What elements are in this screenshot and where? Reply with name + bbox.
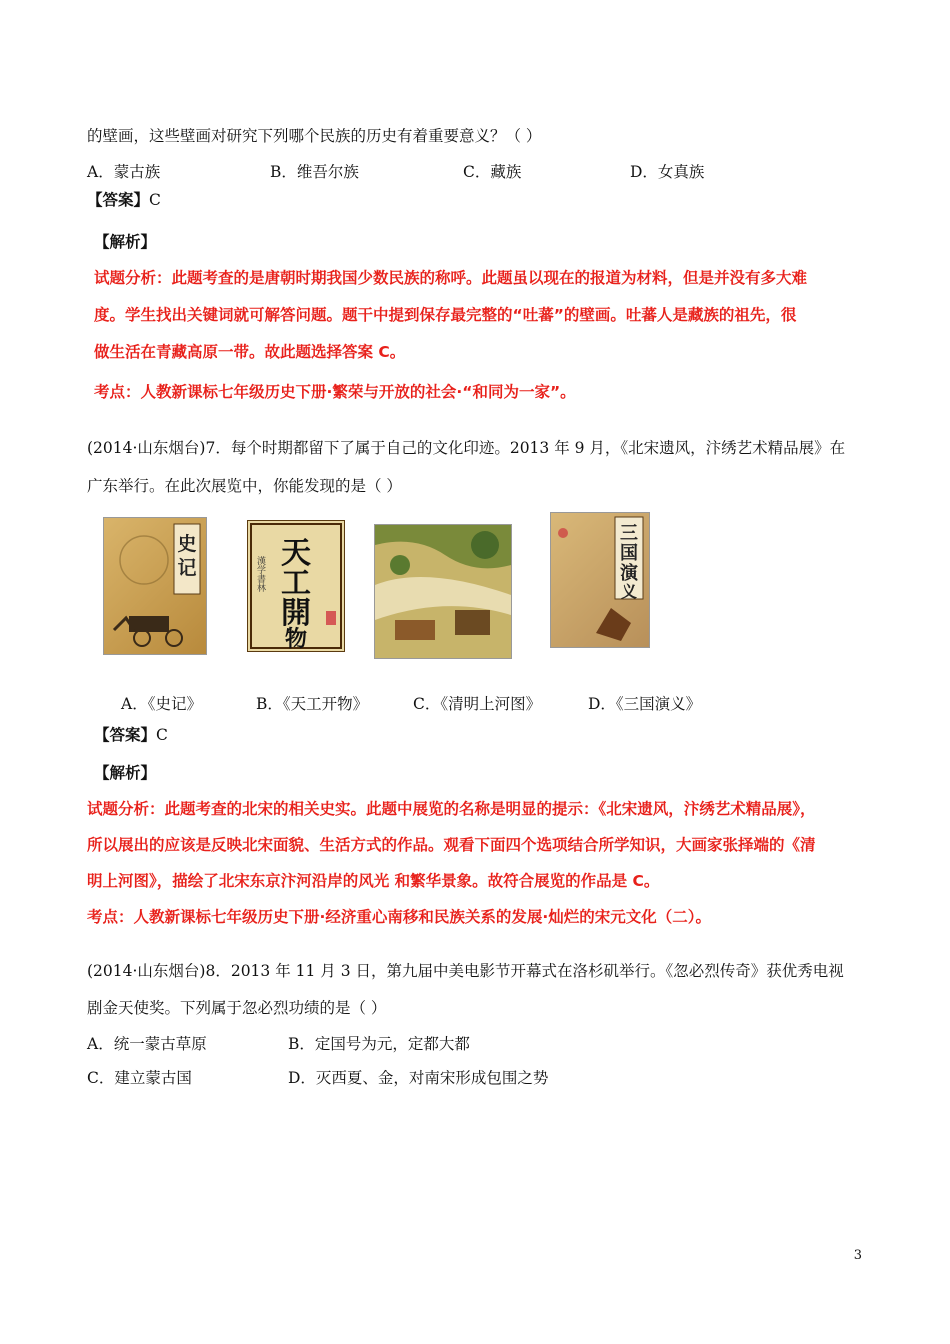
q7-option-b: B．《天工开物》 — [256, 695, 369, 713]
book-title-char: 物 — [284, 626, 308, 651]
q6-option-d: D．女真族 — [630, 163, 705, 181]
q6-option-c: C．藏族 — [463, 163, 522, 181]
q7-option-c: C．《清明上河图》 — [413, 695, 542, 713]
q8-option-a: A．统一蒙古草原 — [87, 1035, 207, 1053]
q6-option-a: A．蒙古族 — [87, 163, 161, 181]
q6-analysis-label: 【解析】 — [94, 233, 157, 251]
book-cover-tiangong-icon — [248, 521, 344, 651]
book-cover-shiji-icon — [104, 518, 206, 654]
q6-analysis-line-2: 度。学生找出关键词就可解答问题。题干中提到保存最完整的“吐蕃”的壁画。吐蕃人是藏族的祖先，很 — [94, 306, 797, 324]
tiangong-book-cover-image — [247, 520, 345, 652]
q6-option-b: B．维吾尔族 — [270, 163, 359, 181]
q8-option-b: B．定国号为元，定都大都 — [288, 1035, 470, 1053]
q8-stem-line-1: (2014·山东烟台)8．2013 年 11 月 3 日，第九届中美电影节开幕式在洛杉矶举行。《忽必烈传奇》获优秀电视 — [87, 962, 844, 980]
q7-option-a: A．《史记》 — [121, 695, 202, 713]
q7-stem-line-1: (2014·山东烟台)7．每个时期都留下了属于自己的文化印迹。2013 年 9 月，《北宋遗风，汴绣艺术精品展》在 — [87, 439, 846, 457]
q7-kaodian: 考点：人教新课标七年级历史下册·经济重心南移和民族关系的发展·灿烂的宋元文化（二）。 — [87, 908, 712, 926]
q7-option-d: D．《三国演义》 — [588, 695, 702, 713]
q8-option-c: C．建立蒙古国 — [87, 1069, 192, 1087]
q8-option-d: D．灭西夏、金，对南宋形成包围之势 — [288, 1069, 549, 1087]
q6-kaodian: 考点：人教新课标七年级历史下册·繁荣与开放的社会·“和同为一家”。 — [94, 383, 576, 401]
q7-answer — [94, 725, 168, 745]
q7-analysis-line-1: 试题分析：此题考查的北宋的相关史实。此题中展览的名称是明显的提示：《北宋遗风，汴绣艺术精品展》， — [87, 800, 816, 818]
answer-value: C — [149, 191, 161, 209]
book-title-char: 演 — [620, 563, 638, 584]
shiji-book-cover-image — [103, 517, 207, 655]
q7-analysis-line-2: 所以展出的应该是反映北宋面貌、生活方式的作品。观看下面四个选项结合所学知识，大画家张择端的《清 — [87, 836, 816, 854]
qingming-painting-image — [374, 524, 512, 659]
book-side-text: 漢学書林 — [255, 556, 265, 592]
q7-stem-line-2: 广东举行。在此次展览中，你能发现的是（ ） — [87, 477, 402, 495]
sanguo-book-cover-image — [550, 512, 650, 648]
q6-stem: 的壁画，这些壁画对研究下列哪个民族的历史有着重要意义？（ ） — [87, 127, 542, 145]
answer-label: 【答案】 — [87, 191, 150, 209]
q6-analysis-line-1: 试题分析：此题考查的是唐朝时期我国少数民族的称呼。此题虽以现在的报道为材料，但是并没有多大难 — [94, 269, 808, 287]
q6-answer — [87, 190, 161, 210]
book-title-char: 国 — [620, 543, 638, 564]
book-cover-sanguo-icon — [551, 513, 649, 647]
book-title-char: 開 — [281, 596, 311, 631]
q6-analysis-line-3: 做生活在青藏高原一带。故此题选择答案 C。 — [94, 343, 406, 361]
book-title-char: 义 — [620, 582, 638, 601]
answer-label: 【答案】 — [94, 726, 157, 744]
q7-analysis-label: 【解析】 — [94, 764, 157, 782]
book-title-char: 三 — [620, 523, 638, 544]
painting-qingming-icon — [375, 525, 511, 658]
book-title-char: 天 — [281, 536, 311, 571]
book-title-char: 工 — [281, 566, 311, 601]
q7-analysis-line-3: 明上河图》，描绘了北宋东京汴河沿岸的风光 和繁华景象。故符合展览的作品是 C。 — [87, 872, 660, 890]
q8-stem-line-2: 剧金天使奖。下列属于忽必烈功绩的是（ ） — [87, 999, 387, 1017]
book-title-char: 记 — [177, 557, 197, 579]
page-number: 3 — [853, 1248, 862, 1263]
book-title-char: 史 — [177, 533, 197, 555]
answer-value: C — [156, 726, 168, 744]
